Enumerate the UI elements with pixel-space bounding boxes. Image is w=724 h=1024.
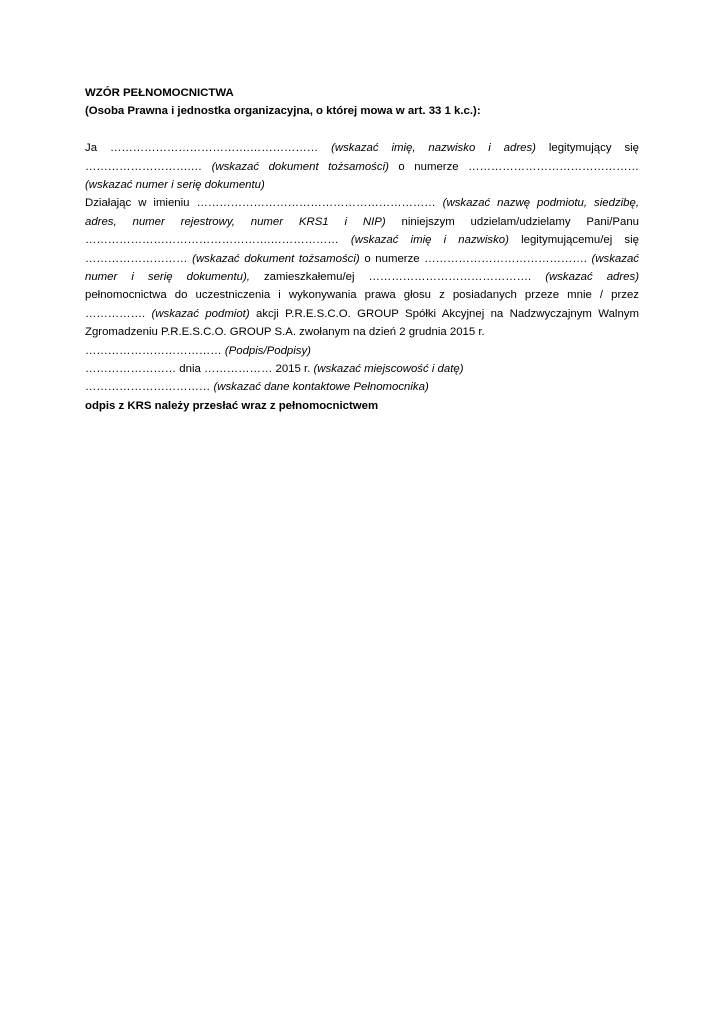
krs-note: odpis z KRS należy przesłać wraz z pełnomocnictwem <box>85 399 379 412</box>
auth-hint-address: (wskazać adres) <box>545 271 639 284</box>
signature-dots: ……………………………… <box>85 344 225 357</box>
document-title: WZÓR PEŁNOMOCNICTWA <box>85 87 234 99</box>
contact-label: (wskazać dane kontaktowe Pełnomocnika) <box>213 381 429 394</box>
signature-label: (Podpis/Podpisy) <box>224 344 311 357</box>
auth-text-7: akcji P.R.E.S.C.O. GROUP Spółki Akcyjnej na Nadzwyczajnym Walnym Zgromadzeniu P.R.E.S.C.O. GROUP S.A. zwołanym na dzień 2 grudnia 2015 r. <box>85 307 639 339</box>
place-date-label: (wskazać miejscowość i datę) <box>313 363 464 376</box>
auth-text-2: niniejszym udzielam/udzielamy Pani/Panu ………………………………………….……………… <box>85 215 639 247</box>
signature-line <box>85 342 639 360</box>
document-subtitle: (Osoba Prawna i jednostka organizacyjna, o której mowa w art. 33 1 k.c.): <box>85 105 481 118</box>
auth-text-6: pełnomocnictwa do uczestniczenia i wykonywania prawa głosu z posiadanych przeze mnie / przez ……………. <box>85 289 639 320</box>
document-page <box>85 84 639 415</box>
auth-text-3: legitymującemu/ej się ……………………… <box>85 234 639 265</box>
auth-hint-entity: (wskazać nazwę podmiotu, siedzibę, adres, numer rejestrowy, numer KRS1 i NIP) <box>85 197 639 228</box>
auth-hint-name: (wskazać imię i nazwisko) <box>350 234 509 247</box>
identity-hint-name: (wskazać imię, nazwisko i adres) <box>331 142 536 155</box>
identity-hint-number: (wskazać numer i serię dokumentu) <box>85 179 265 192</box>
auth-hint-document: (wskazać dokument tożsamości) <box>192 252 360 265</box>
place-date-line <box>85 360 639 378</box>
auth-text-5: zamieszkałemu/ej ……………………………………. <box>249 271 546 284</box>
auth-hint-number: (wskazać numer i serię dokumentu), <box>85 252 639 284</box>
identity-paragraph <box>85 139 639 194</box>
authorization-paragraph <box>85 194 639 341</box>
identity-text-1: Ja ……………………………….……………… <box>85 142 332 155</box>
identity-hint-document: (wskazać dokument tożsamości) <box>211 160 389 173</box>
contact-dots: …………………………… <box>85 381 214 394</box>
place-date-dots: …………………… dnia ……………… 2015 r. <box>85 363 314 376</box>
identity-text-2: legitymujący się ……………………….… <box>85 142 640 173</box>
auth-text-1: Działając w imieniu ……………………………………………………… <box>85 197 443 210</box>
auth-text-4: o numerze ……………………………………. <box>359 252 592 265</box>
identity-text-3: o numerze ……………………………………… <box>388 160 639 173</box>
auth-hint-entity-shares: (wskazać podmiot) <box>151 307 250 320</box>
contact-line <box>85 378 639 396</box>
